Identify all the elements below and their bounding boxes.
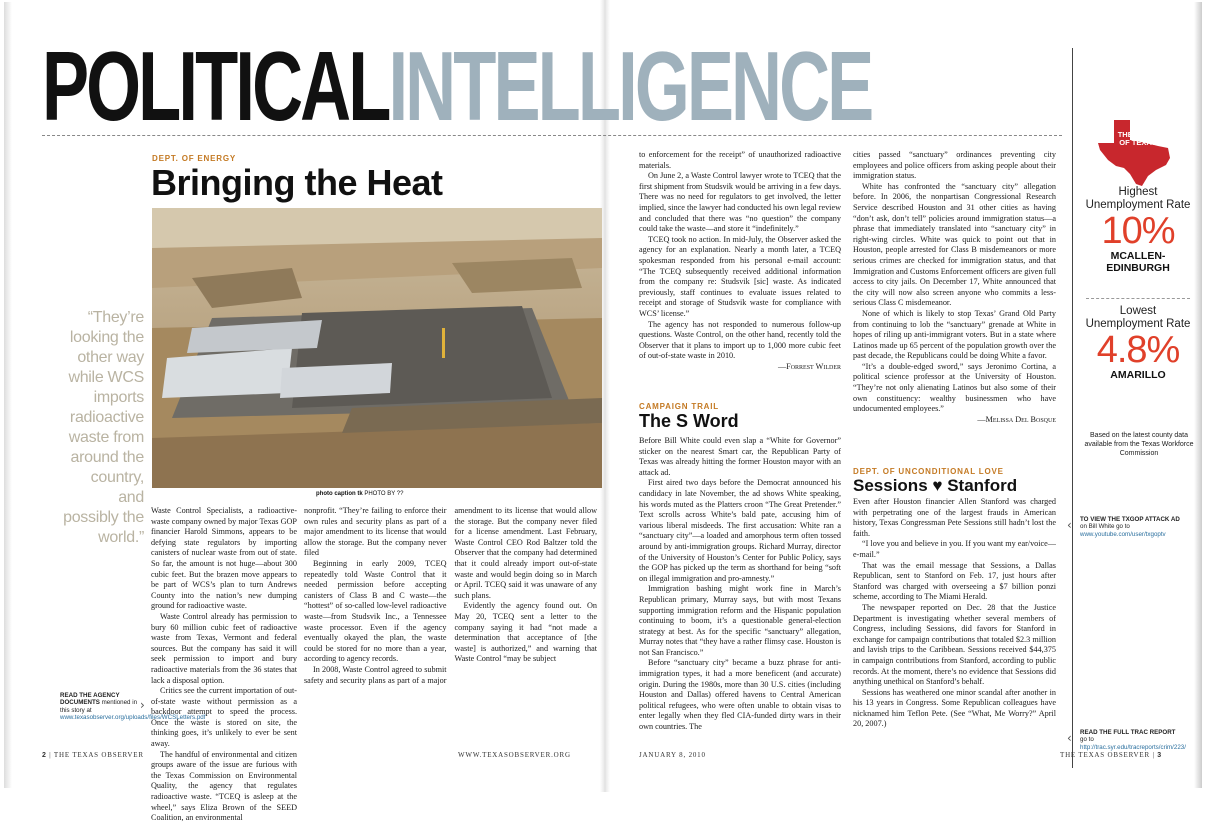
energy-column-3 xyxy=(639,150,841,390)
sidebar-divider xyxy=(1072,48,1073,768)
stat-value: 4.8% xyxy=(1096,329,1180,371)
paragraph: Evidently the agency found out. On May 20, TCEQ sent a letter to the company saying it had “not made a determination that acceptance of [the waste] is authorized,” and warning that Waste Control “may be subject xyxy=(454,601,597,664)
note-text: mentioned in this story at xyxy=(60,699,138,714)
aerial-photo-illustration xyxy=(152,208,602,488)
byline: —Forrest Wilder xyxy=(777,361,841,371)
paragraph: The agency has not responded to numerous follow-up questions. Waste Control, on the other hand, recently told the Observer that it plans to import up to 1,000 more cubic feet of out-of-state waste in 2010. xyxy=(639,319,841,361)
page-number-right: 3 xyxy=(1157,752,1162,759)
paragraph: cities passed “sanctuary” ordinances preventing city employees and police officers from asking people about their immigration status. xyxy=(853,150,1056,181)
paragraph: to enforcement for the receipt” of unauthorized radioactive materials. xyxy=(639,150,841,170)
chevron-right-icon: › xyxy=(140,698,145,712)
page-number-left: 2 xyxy=(42,752,47,759)
byline: —Melissa Del Bosque xyxy=(977,414,1056,424)
right-page-edge xyxy=(1194,2,1202,788)
trac-report-note xyxy=(1080,729,1186,751)
paragraph: The newspaper reported on Dec. 28 that the Justice Department is investigating whether several members of Congress, including Sessions, did favors for Stanford in exchange for campaign contributions that totaled $2.3 million and lavish trips to the Caribbean. Sessions received $44,375 in campaign contributions from Stanford, according to public records. At the moment, there’s no evidence that Sessions did anything unethical on Stanford’s behalf. xyxy=(853,602,1056,687)
footer-left-folio: 2 | THE TEXAS OBSERVER xyxy=(42,751,144,759)
txgop-ad-link[interactable]: www.youtube.com/user/txgoptv xyxy=(1080,530,1166,538)
stat-label: Lowest Unemployment Rate xyxy=(1085,305,1191,330)
note-text: on Bill White go to xyxy=(1080,523,1130,531)
paragraph: TCEQ took no action. In mid-July, the Observer asked the agency for an explanation. Nearly a month later, a TCEQ spokesman responded from his personal e-mail account: “The TCEQ subsequently received additional information from the company re: Studsvik [sic] waste. As indicated previously, staff continues to evaluate issues related to receipt and storage of Studsvik waste for compliance with WCS’ license.” xyxy=(639,234,841,318)
paragraph: The handful of environmental and citizen groups aware of the issue are furious with the Texas Commission on Environmental Quality, the agency that regulates radioactive waste. “TCEQ is asleep at the wheel,” says Eliza Brown of the SEED Coalition, an environmental xyxy=(151,749,297,823)
waste-site-photo xyxy=(152,208,602,488)
sessions-headline-a: Sessions xyxy=(853,476,928,495)
paragraph: Before “sanctuary city” became a buzz phrase for anti-immigration types, it had a more beneficent (and accurate) origin. During the 1980s, more than 30 U.S. cities (including Houston and Dallas) offered havens to Central American political refugees, who were often unable to obtain visas to enter legally when they fled CIA-funded dirty wars in their own countries. The xyxy=(639,658,841,732)
paragraph: On June 2, a Waste Control lawyer wrote to TCEQ that the first shipment from Studsvik would be arriving in a few days. There was no need for regulators to get involved, the letter implied, since the lawyer had conducted his own legal review and concluded that there was “no question” the company could take the waste—and store it “indefinitely.” xyxy=(639,171,841,234)
trac-report-link[interactable]: http://trac.syr.edu/tracreports/crim/223/ xyxy=(1080,743,1186,751)
txgop-ad-note xyxy=(1080,516,1180,538)
paragraph: Critics see the current importation of out-of-state waste without permission as a backdoor attempt to speed the process. Once the waste is stored on site, the thinking goes, it’s unlikely to ever be sent away. xyxy=(151,686,297,749)
caption-credit: PHOTO BY ?? xyxy=(364,491,404,497)
pub-name-left: THE TEXAS OBSERVER xyxy=(53,751,144,759)
paragraph: White has confronted the “sanctuary city” allegation before. In 2006, the nonpartisan Congressional Research Service described Houston and 31 other cities as having “don’t ask, don’t tell” policies around immigration status—a phrase that immediately translated into “sanctuary city” in right-wing circles. White was quick to point out that in Houston, people arrested for Class B misdemeanors or more serious crimes are checked for immigration status, and that Immigration and Customs Enforcement officers are given full access to city jails. On December 17, White announced that the city will now also screen anyone who commits a less-serious Class C misdemeanor. xyxy=(853,181,1056,308)
sessions-headline xyxy=(853,476,1017,496)
agency-docs-link[interactable]: www.texasobserver.org/uploads/files/WCSLetters.pdf xyxy=(60,714,206,722)
footer-right-folio: THE TEXAS OBSERVER | 3 xyxy=(1060,751,1162,759)
paragraph: “I love you and believe in you. If you want my ear/voice—e-mail.” xyxy=(853,539,1056,559)
note-text: go to xyxy=(1080,736,1094,744)
sword-column-1 xyxy=(639,436,841,757)
paragraph: Waste Control already has permission to bury 60 million cubic feet of radioactive waste from Texas, Vermont and federal sources. But the company has said it will seek permission to import and bury radioactive materials from the 36 states that lack a disposal option. xyxy=(151,611,297,685)
stat-place: AMARILLO xyxy=(1110,369,1166,381)
state-label: THE STATE OF TEXAS xyxy=(1117,130,1159,147)
footer-url: WWW.TEXASOBSERVER.ORG xyxy=(458,751,571,759)
sessions-column xyxy=(853,497,1056,757)
energy-kicker: DEPT. OF ENERGY xyxy=(152,154,237,163)
energy-column-2 xyxy=(304,506,597,753)
data-source-note: Based on the latest county data available from the Texas Workforce Commission xyxy=(1084,432,1194,457)
sessions-headline-b: Stanford xyxy=(947,476,1018,495)
masthead-rule xyxy=(42,135,1062,136)
texas-shape xyxy=(1096,118,1174,188)
left-page-edge xyxy=(4,2,12,788)
photo-caption xyxy=(316,491,403,497)
footer-date: JANUARY 8, 2010 xyxy=(639,751,706,759)
stat-value: 10% xyxy=(1101,210,1175,252)
paragraph: First aired two days before the Democrat announced his candidacy in late November, the ad shows White speaking, his words muted as the Platters croon “The Great Pretender.” Text scrolls across White’s bald pate, accusing him of various liberal misdeeds. The first accusation: White ran a “sanctuary city”—a loaded and amorphous term often tossed around by anti-immigration groups. Richard Murray, director of the University of Houston’s Center for Public Policy, says the GOP has picked up the term as shorthand for being “soft on illegal immigration and pro-amnesty.” xyxy=(639,478,841,583)
caption-label: photo caption tk xyxy=(316,491,363,497)
sessions-kicker: DEPT. OF UNCONDITIONAL LOVE xyxy=(853,467,1004,476)
energy-headline: Bringing the Heat xyxy=(151,162,443,203)
pub-name-right: THE TEXAS OBSERVER xyxy=(1060,751,1150,759)
chevron-left-icon: ‹ xyxy=(1067,518,1072,532)
lowest-rate-stat xyxy=(1080,305,1196,381)
paragraph: Even after Houston financier Allen Stanford was charged with perpetrating one of the largest frauds in American history, Texas Congressman Pete Sessions still hadn’t lost the faith. xyxy=(853,497,1056,538)
note-bold: READ THE AGENCY DOCUMENTS xyxy=(60,692,120,707)
sword-headline: The S Word xyxy=(639,411,739,431)
paragraph: Immigration bashing might work fine in March’s Republican primary, Murray says, but with most Texans supporting immigration reform and the Hispanic population continuing to boom, it’s a questionable general-election strategy at best. As for the specific “sanctuary” allegation, Murray notes that “they have a rather flimsy case. Houston is not San Francisco.” xyxy=(639,584,841,657)
masthead-political: POLITICAL xyxy=(42,31,389,141)
sword-kicker: CAMPAIGN TRAIL xyxy=(639,402,719,411)
section-masthead xyxy=(42,31,872,141)
paragraph: Waste Control Specialists, a radioactive-waste company owned by major Texas GOP financier Harold Simmons, appears to be defying state regulators by importing canisters of nuclear waste from out of state. So far, the amount is not huge—about 300 cubic feet. But the brazen move appears to be part of WCS’s plan to turn Andrews County into the nation’s new dumping ground for radioactive waste. xyxy=(151,506,297,611)
pull-quote: “They’re looking the other way while WCS imports radioactive waste from around the country, and possibly the world.” xyxy=(63,309,144,546)
paragraph: That was the email message that Sessions, a Dallas Republican, sent to Stanford on Feb. 17, just hours after Stanford was charged with overseeing a $7 billion ponzi scheme, according to The Miami Herald. xyxy=(853,560,1056,602)
highest-rate-stat xyxy=(1080,186,1196,274)
note-bold: TO VIEW THE TXGOP ATTACK AD xyxy=(1080,516,1180,523)
note-bold: READ THE FULL TRAC REPORT xyxy=(1080,729,1176,736)
paragraph: Beginning in early 2009, TCEQ repeatedly told Waste Control that it needed permission before accepting canisters of Class B and C waste—the “hottest” of so-called low-level radioactive waste—from Studsvik Inc., a Tennessee waste processor. Even if the agency eventually okayed the plan, the waste could be stored for no more than a year, according to agency records. xyxy=(304,558,447,664)
paragraph: nonprofit. “They’re failing to enforce their own rules and security plans as part of a major amendment to its license that would allow the storage. But the company never filed xyxy=(304,506,447,558)
paragraph: “It’s a double-edged sword,” says Jeronimo Cortina, a political science professor at the University of Houston. “They’re not only alienating Latinos but also some of their own constituency: wealthy businessmen who have undocumented employees.” xyxy=(853,361,1056,414)
stat-label: Highest Unemployment Rate xyxy=(1085,186,1191,211)
agency-docs-note xyxy=(60,692,206,722)
sword-column-2 xyxy=(853,150,1056,450)
chevron-left-icon: ‹ xyxy=(1067,731,1072,745)
paragraph: In 2008, Waste Control agreed to submit safety and security plans as part of a major amendment to its license that would allow the storage. But the company never filed for a license amendment. Last February, Waste Control CEO Rod Baltzer told the Observer that the company had determined that it could already import out-of-state waste and would begin doing so in March or April. TCEQ said it was unaware of any such plans. xyxy=(304,506,597,685)
paragraph: None of which is likely to stop Texas’ Grand Old Party from continuing to lob the “sanctuary” grenade at White in hopes of riling up anti-immigrant voters. But in a state where Latinos made up 65 percent of the population growth over the past decade, the Republicans could be doing White a favor. xyxy=(853,308,1056,361)
paragraph: Before Bill White could even slap a “White for Governor” sticker on the nearest Smart car, the Republican Party of Texas was already hitting the former Houston mayor with an attack ad. xyxy=(639,436,841,477)
heart-icon: ♥ xyxy=(932,476,943,495)
stat-divider xyxy=(1086,298,1190,299)
texas-map-icon xyxy=(1096,118,1174,188)
paragraph: Sessions has weathered one minor scandal after another in his 13 years in Congress. Some Republican colleagues have nicknamed him Teflon Pete. (See “What, Me Worry?” April 20, 2007.) xyxy=(853,687,1056,729)
masthead-intelligence: INTELLIGENCE xyxy=(388,31,872,141)
stat-place: MCALLEN-EDINBURGH xyxy=(1106,250,1170,274)
